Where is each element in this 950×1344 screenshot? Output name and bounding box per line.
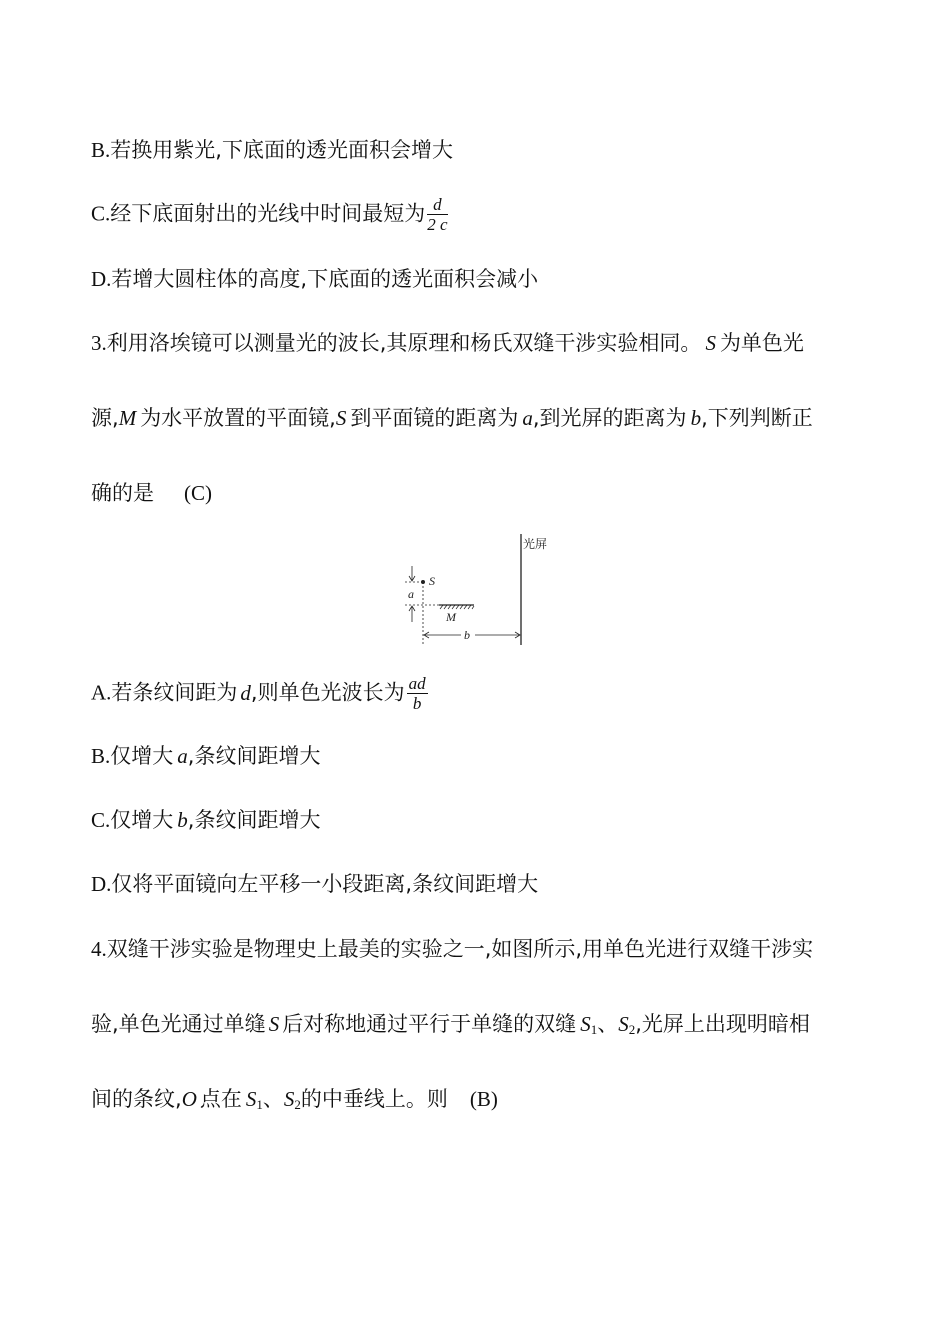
stem-text: 确的是 [91,481,154,505]
q3-stem-line-1 [91,328,804,358]
var-M: M [118,406,137,430]
var-S: S [268,1012,280,1036]
option-text: 仅增大 [110,744,174,768]
q3-option-d [91,869,538,899]
a-label: a [408,587,414,601]
option-text: ,条纹间距增大 [187,744,321,768]
var-S1: S [580,1012,591,1036]
var-a: a [177,744,188,768]
option-label: D. [91,267,112,291]
mirror-label: M [446,610,456,624]
q2-option-c [91,196,448,233]
q4-stem-line-3 [91,1084,498,1120]
fraction-d-over-2c [427,196,447,233]
stem-text: 为水平放置的平面镜, [140,406,336,430]
stem-text: 的中垂线上。则 [300,1087,448,1111]
b-label: b [464,628,470,642]
question-number: 4. [91,937,107,961]
var-a: a [522,406,533,430]
q2-option-d [91,264,538,294]
stem-text: 双缝干涉实验是物理史上最美的实验之一,如图所示,用单色光进行双缝干涉实 [106,937,814,961]
stem-text: 验,单色光通过单缝 [91,1012,266,1036]
q3-option-b [91,741,320,771]
option-text: ,条纹间距增大 [187,808,321,832]
screen-label: 光屏 [523,537,548,551]
stem-text: 利用洛埃镜可以测量光的波长,其原理和杨氏双缝干涉实验相同。 [106,331,702,355]
var-d: d [240,680,251,705]
subscript-2: 2 [628,1022,636,1037]
q2-option-b [91,135,453,165]
var-S: S [705,331,716,355]
fraction-numerator: d [427,196,447,215]
fraction-denominator: b [412,694,422,713]
option-text: ,则单色光波长为 [250,680,405,705]
lloyds-mirror-figure [395,532,565,650]
answer-mark: (C) [184,481,212,505]
option-text: 经下底面射出的光线中时间最短为 [110,201,426,226]
stem-text: 后对称地通过平行于单缝的双缝 [282,1012,577,1036]
option-label: D. [91,872,112,896]
option-text: 若增大圆柱体的高度,下底面的透光面积会减小 [111,267,539,291]
var-b: b [690,406,702,430]
option-text: 仅增大 [110,808,174,832]
question-number: 3. [91,331,107,355]
var-O: O [181,1087,197,1111]
var-b: b [177,808,188,832]
option-label: C. [91,808,111,832]
q3-option-a [91,675,428,712]
var-S2: S [283,1087,295,1111]
option-label: A. [91,680,112,705]
q3-stem-line-2 [91,403,813,433]
subscript-2: 2 [294,1097,301,1112]
var-S1: S [245,1087,257,1111]
var-S: S [335,406,347,430]
option-label: C. [91,201,111,226]
stem-text: ,下列判断正 [701,406,813,430]
q4-stem-line-1 [91,934,813,964]
var-S2: S [618,1012,629,1036]
option-text: 仅将平面镜向左平移一小段距离,条纹间距增大 [111,872,539,896]
option-text: 若换用紫光,下底面的透光面积会增大 [110,138,453,162]
subscript-1: 1 [590,1022,598,1037]
fraction-numerator: ad [408,674,426,693]
stem-text: 间的条纹, [91,1087,182,1111]
separator: 、 [597,1012,619,1036]
stem-text: 到平面镜的距离为 [350,406,519,430]
fraction-ad-over-b [407,675,428,712]
source-label: S [429,574,435,588]
stem-text: ,光屏上出现明暗相 [635,1012,810,1036]
answer-mark: (B) [469,1087,498,1111]
subscript-1: 1 [256,1097,263,1112]
option-text: 若条纹间距为 [111,680,238,705]
option-label: B. [91,138,111,162]
stem-text: ,到光屏的距离为 [532,406,687,430]
separator: 、 [262,1087,284,1111]
q3-stem-line-3 [91,478,212,508]
stem-text: 点在 [199,1087,242,1111]
option-label: B. [91,744,111,768]
fraction-denominator: 2 c [427,215,448,234]
stem-text: 为单色光 [719,331,804,355]
q3-option-c [91,805,320,835]
q4-stem-line-2 [91,1009,810,1045]
stem-text: 源, [91,406,119,430]
